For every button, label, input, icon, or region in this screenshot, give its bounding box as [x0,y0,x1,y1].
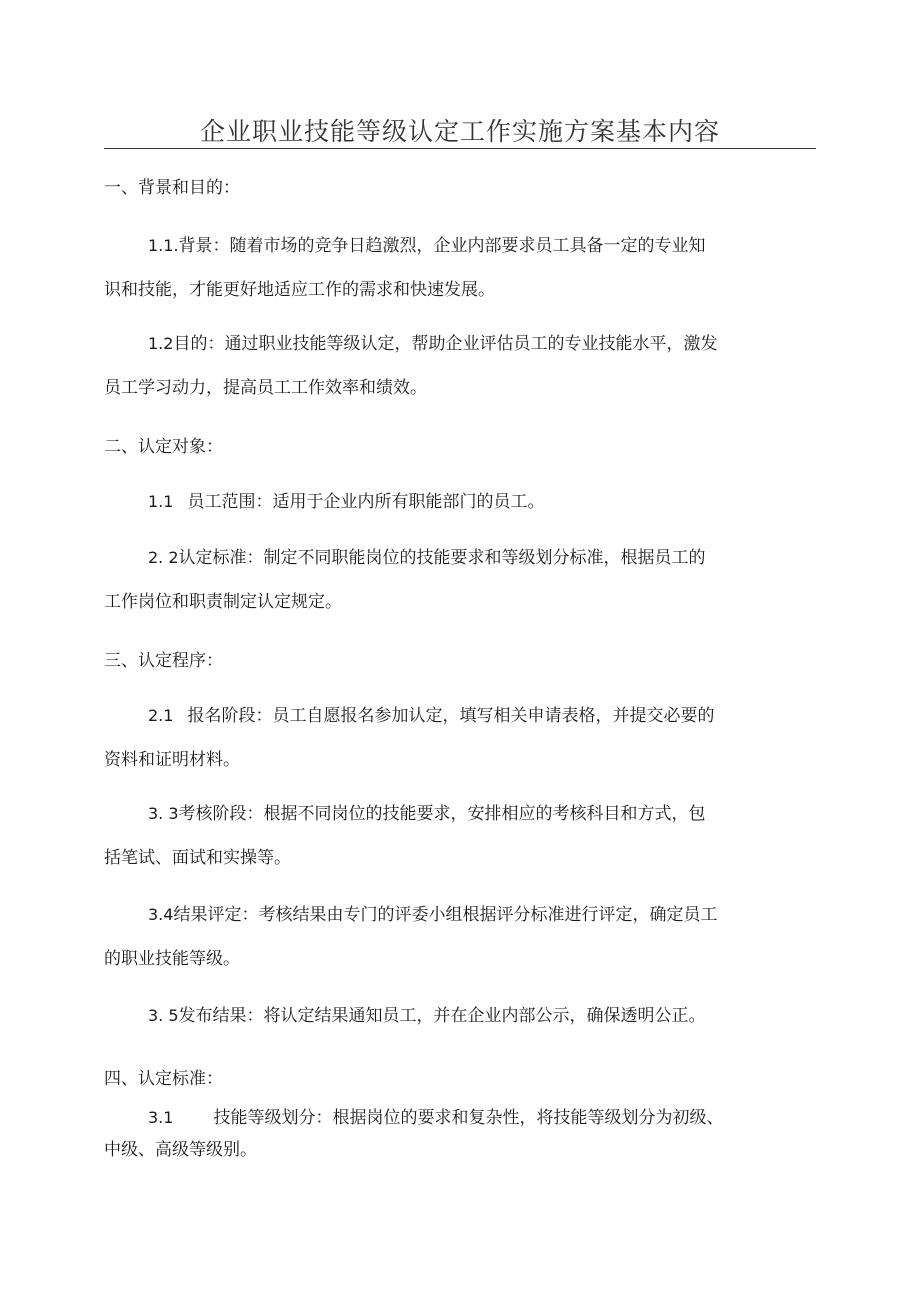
paragraph [104,236,816,324]
item-number: 1.1. [148,236,179,255]
title-underline [104,148,816,149]
item-text: 发布结果：将认定结果通知员工，并在企业内部公示，确保透明公正。 [178,1006,706,1026]
paragraph [104,492,816,536]
item-number: 1.2 [148,334,174,353]
section-heading: 二、认定对象： [104,437,223,457]
document-title: 企业职业技能等级认定工作实施方案基本内容 [199,117,720,146]
paragraph [104,1108,816,1184]
section-heading: 三、认定程序： [104,651,223,671]
item-number: 3.1 [148,1108,174,1127]
item-text: 结果评定：考核结果由专门的评委小组根据评分标准进行评定，确定员工 [173,905,718,925]
item-number: 2.1 [148,706,174,725]
item-text: 员工范围：适用于企业内所有职能部门的员工。 [187,492,545,512]
paragraph [104,905,816,993]
section-heading: 四、认定标准： [104,1069,223,1089]
item-text: 目的：通过职业技能等级认定，帮助企业评估员工的专业技能水平，激发 [173,334,718,354]
item-text: 员工学习动力，提高员工工作效率和绩效。 [104,378,427,398]
item-text: 考核阶段：根据不同岗位的技能要求，安排相应的考核科目和方式，包 [178,804,706,824]
item-text: 背景：随着市场的竞争日趋激烈，企业内部要求员工具备一定的专业知 [178,236,706,256]
item-text: 技能等级划分：根据岗位的要求和复杂性，将技能等级划分为初级、 [213,1108,724,1128]
item-number: 1.1 [148,492,174,511]
item-text: 资料和证明材料。 [104,750,240,770]
item-text: 工作岗位和职责制定认定规定。 [104,592,342,612]
paragraph [104,706,816,794]
paragraph [104,334,816,422]
item-number: 3.4 [148,905,174,924]
section-heading: 一、背景和目的： [104,178,240,198]
paragraph [104,804,816,892]
paragraph [104,1006,816,1050]
item-number: 2. 2 [148,548,179,567]
paragraph [104,548,816,636]
item-text: 报名阶段：员工自愿报名参加认定，填写相关申请表格，并提交必要的 [187,706,715,726]
item-number: 3. 3 [148,804,179,823]
item-text: 的职业技能等级。 [104,949,240,969]
item-text: 识和技能，才能更好地适应工作的需求和快速发展。 [104,280,495,300]
item-text: 中级、高级等级别。 [104,1140,257,1160]
item-text: 认定标准：制定不同职能岗位的技能要求和等级划分标准，根据员工的 [178,548,706,568]
item-number: 3. 5 [148,1006,179,1025]
item-text: 括笔试、面试和实操等。 [104,848,291,868]
